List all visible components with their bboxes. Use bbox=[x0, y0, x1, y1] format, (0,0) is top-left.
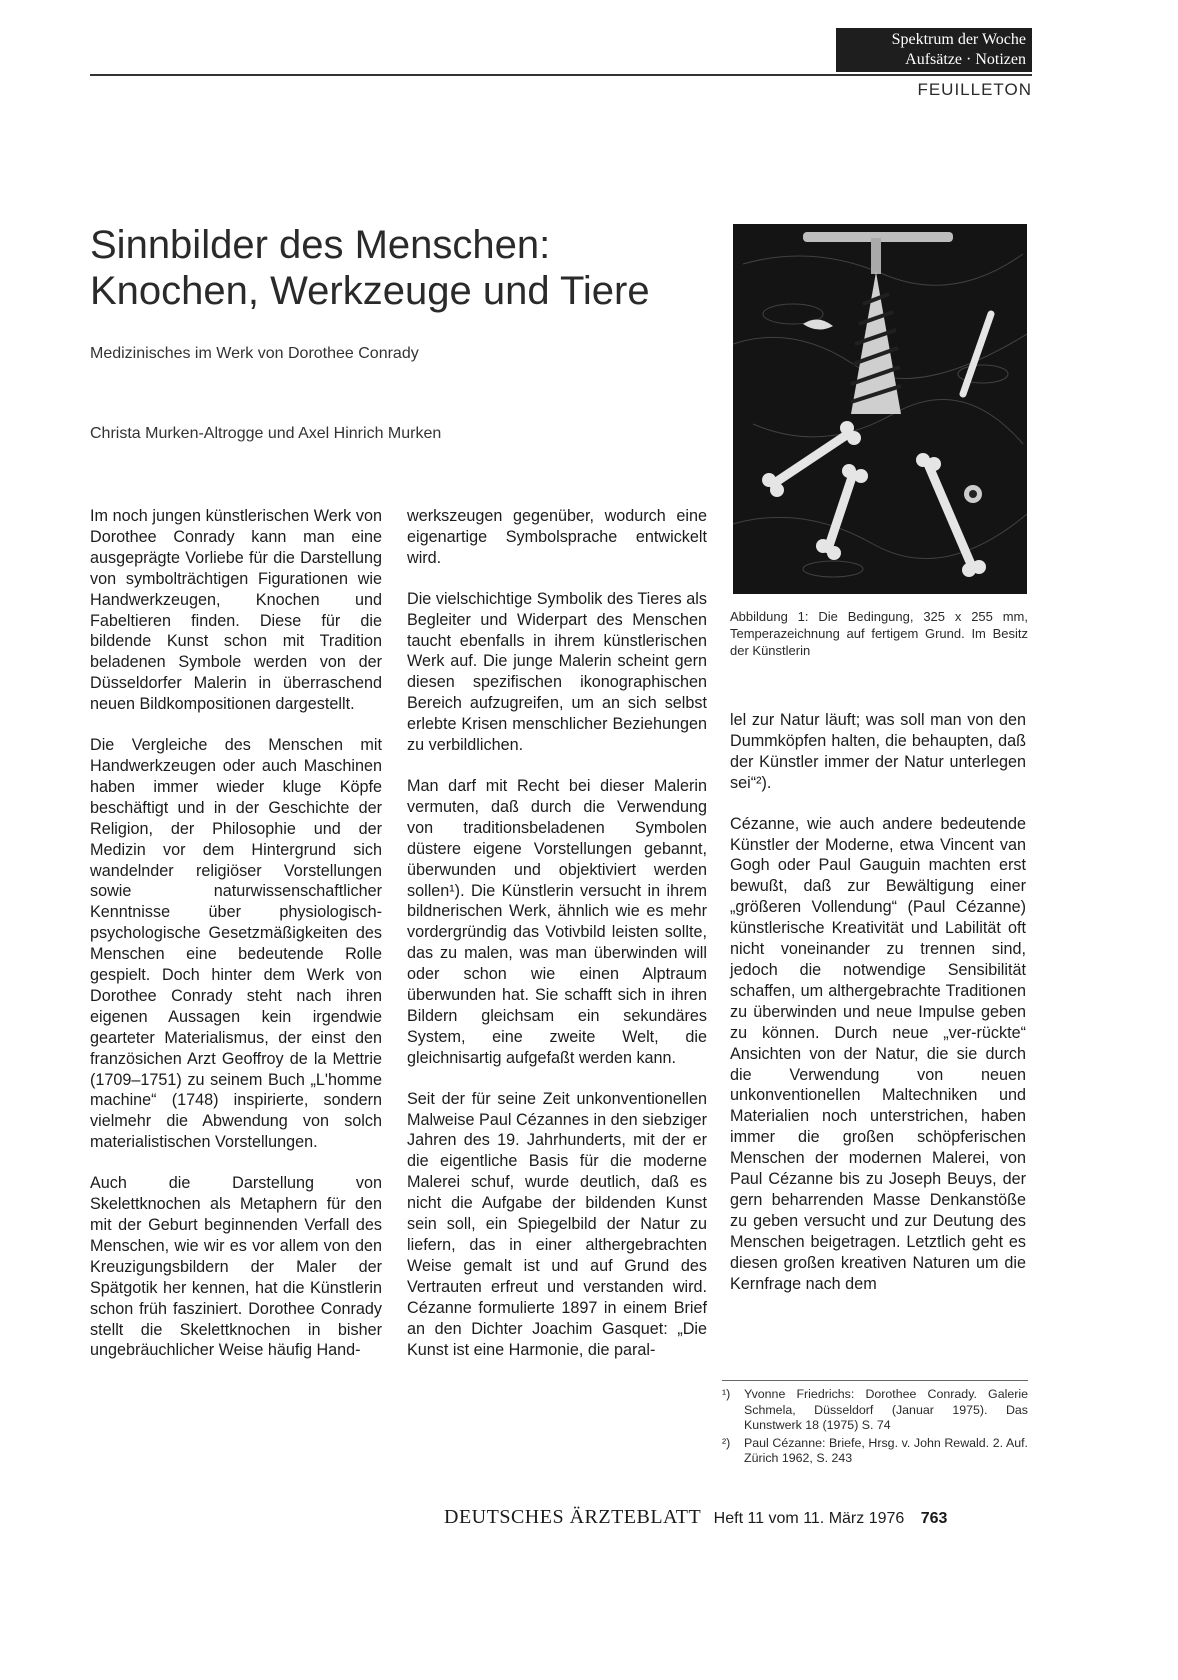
text-column-3 bbox=[730, 710, 1026, 1314]
paragraph: Auch die Darstellung von Skelettknochen als Metaphern für den mit der Geburt beginnenden Verfall des Menschen, wie wir es vor allem von den Kreuzigungsbildern der Maler der Spätgotik her kennen, hat die Künstlerin schon früh fasziniert. Dorothee Conrady stellt die Skelettknochen in bisher ungebräuchlicher Weise häufig Hand- bbox=[90, 1174, 382, 1360]
page-number: 763 bbox=[920, 1510, 948, 1527]
badge-line-1: Spektrum der Woche bbox=[891, 31, 1026, 48]
paragraph: werkszeugen gegenüber, wodurch eine eigenartige Symbolsprache entwickelt wird. bbox=[407, 507, 707, 567]
footnotes bbox=[722, 1387, 1028, 1469]
footnote-rule bbox=[722, 1380, 1028, 1381]
footnote-text: Yvonne Friedrichs: Dorothee Conrady. Galerie Schmela, Düsseldorf (Januar 1975). Das Kunstwerk 18 (1975) S. 74 bbox=[744, 1387, 1028, 1432]
text-column-2 bbox=[407, 506, 707, 1380]
title-line-1: Sinnbilder des Menschen: bbox=[90, 223, 551, 267]
footnote-mark: ²) bbox=[722, 1435, 731, 1450]
article-title bbox=[90, 222, 730, 314]
section-label: FEUILLETON bbox=[917, 80, 1032, 99]
paragraph: Man darf mit Recht bei dieser Malerin vermuten, daß durch die Verwendung von traditionsbeladenen Symbolen düstere eigene Vorstellungen gebannt, überwunden und objektiviert werden sollen¹). Die Künstlerin versucht in ihrem bildnerischen Werk, ähnlich wie es mehr vordergründig das Votivbild leisten sollte, das zu malen, was man überwinden will oder schon wie einen Alptraum überwunden hat. Sie schafft sich in ihren Bildern gleichsam ein sekundäres System, eine zweite Welt, die gleichnisartig aufgefaßt werden kann. bbox=[407, 776, 707, 1067]
journal-name: DEUTSCHES ÄRZTEBLATT bbox=[444, 1506, 702, 1528]
section-badge bbox=[836, 28, 1032, 72]
page-footer bbox=[444, 1506, 1034, 1529]
paragraph: lel zur Natur läuft; was soll man von den Dummköpfen halten, die behaupten, daß der Künstler immer der Natur unterlegen sei“²). bbox=[730, 711, 1026, 792]
text-column-1 bbox=[90, 506, 382, 1381]
article-authors: Christa Murken-Altrogge und Axel Hinrich Murken bbox=[90, 425, 442, 442]
badge-line-2: Aufsätze · Notizen bbox=[905, 51, 1026, 68]
paragraph: Die Vergleiche des Menschen mit Handwerkzeugen oder auch Maschinen haben immer wieder kluge Köpfe beschäftigt und in der Geschichte der Religion, der Philosophie und der Medizin vor dem Hintergrund sich wandelnder religiöser Vorstellungen sowie naturwissenschaftlicher Kenntnisse über physiologisch-psychologische Gesetzmäßigkeiten des Menschen eine bedeutende Rolle gespielt. Doch hinter dem Werk von Dorothee Conrady steht nach ihren eigenen Aussagen kein irgendwie gearteter Materialismus, der einst den französichen Arzt Geoffroy de la Mettrie (1709–1751) zu seinem Buch „L'homme machine“ (1748) inspirierte, sondern vielmehr die Abwendung von solch materialistischen Vorstellungen. bbox=[90, 736, 382, 1152]
paragraph: Im noch jungen künstlerischen Werk von Dorothee Conrady kann man eine ausgeprägte Vorliebe für die Darstellung von symbolträchtigen Figurationen wie Handwerkzeugen, Knochen und Fabeltieren finden. Diese für die bildende Kunst schon mit Tradition beladenen Symbole werden von der Düsseldorfer Malerin in überraschend neuen Bildkompositionen dargestellt. bbox=[90, 507, 382, 714]
paragraph: Die vielschichtige Symbolik des Tieres als Begleiter und Widerpart des Menschen taucht ebenfalls in ihrem künstlerischen Werk auf. Die junge Malerin scheint gern diesen spezifischen ikonographischen Bereich aufzugreifen, um an sich selbst erlebte Krisen menschlicher Beziehungen zu verbildlichen. bbox=[407, 589, 707, 755]
footnote-text: Paul Cézanne: Briefe, Hrsg. v. John Rewald. 2. Auf. Zürich 1962, S. 243 bbox=[744, 1435, 1028, 1465]
artwork-image bbox=[733, 224, 1027, 594]
figure-caption: Abbildung 1: Die Bedingung, 325 x 255 mm, Temperazeichnung auf fertigem Grund. Im Besitz der Künstlerin bbox=[730, 609, 1028, 658]
issue-info: Heft 11 vom 11. März 1976 bbox=[713, 1510, 905, 1527]
header-rule bbox=[90, 74, 1032, 76]
paragraph: Cézanne, wie auch andere bedeutende Künstler der Moderne, etwa Vincent van Gogh oder Paul Gauguin machten erst bewußt, daß zur Bewältigung einer „größeren Vollendung“ (Paul Cézanne) künstlerische Kreativität und Labilität oft nicht voneinander zu trennen sind, jedoch die notwendige Sensibilität schaffen, um althergebrachte Traditionen zu überwinden und neue Impulse geben zu können. Durch neue „ver-rückte“ Ansichten von der Natur, die sie durch die Verwendung von neuen unkonventionellen Maltechniken und Materialien noch unterstrichen, haben immer die großen schöpferischen Menschen der modernen Malerei, von Paul Cézanne bis zu Joseph Beuys, der gern beharrenden Masse Denkanstöße zu geben versucht und zur Deutung des Menschen beigetragen. Letztlich geht es diesen großen kreativen Naturen um die Kernfrage nach dem bbox=[730, 814, 1026, 1293]
paragraph: Seit der für seine Zeit unkonventionellen Malweise Paul Cézannes in den siebziger Jahren des 19. Jahrhunderts, mit der er die eigentliche Basis für die moderne Malerei schuf, wurde deutlich, daß es nicht die Aufgabe der bildenden Kunst sein soll, ein Spiegelbild der Natur zu liefern, das in einer althergebrachten Weise gemalt ist und auf Grund des Vertrauten erfreut und verstanden wird. Cézanne formulierte 1897 in einem Brief an den Dichter Joachim Gasquet: „Die Kunst ist eine Harmonie, die paral- bbox=[407, 1089, 707, 1359]
title-line-2: Knochen, Werkzeuge und Tiere bbox=[90, 269, 650, 313]
footnote bbox=[722, 1387, 1028, 1434]
footnote-mark: ¹) bbox=[722, 1387, 731, 1401]
footnote bbox=[722, 1436, 1028, 1467]
article-subtitle: Medizinisches im Werk von Dorothee Conrady bbox=[90, 345, 419, 362]
